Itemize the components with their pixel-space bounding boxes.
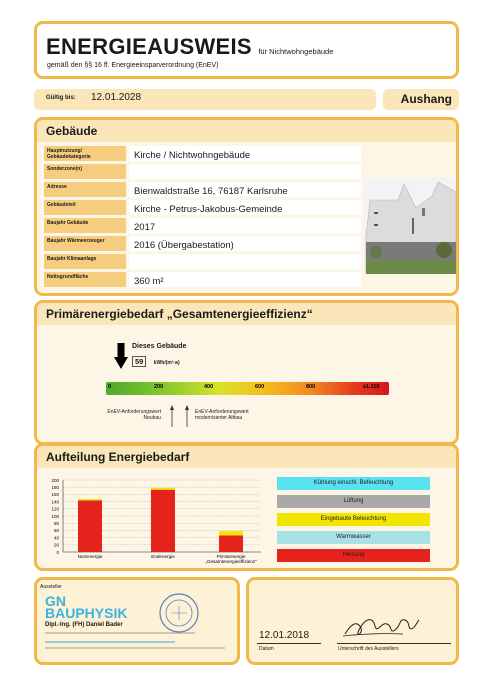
row-label: Baujahr Gebäude	[44, 218, 126, 233]
bar-segment	[151, 488, 175, 490]
y-tick-label: 180	[51, 485, 59, 490]
issuer-logo	[45, 595, 127, 619]
primary-energy-section	[34, 300, 459, 445]
section-title: Primärenergiebedarf „Gesamtenergieeffizienz“	[46, 307, 313, 321]
header-box	[34, 21, 459, 79]
efficiency-scale	[106, 382, 389, 395]
building-row	[44, 200, 361, 215]
ref-modern-label: EnEV-Anforderungswert modernisierter Altbau	[195, 409, 249, 421]
issuer-detail-line	[45, 641, 175, 643]
row-value	[129, 164, 361, 179]
y-tick-label: 100	[51, 513, 59, 519]
row-value: 2016 (Übergabestation)	[129, 236, 361, 251]
y-tick-label: 20	[53, 542, 59, 548]
issue-date: 12.01.2018	[259, 630, 310, 641]
legend-cooling: Kühlung einschl. Befeuchtung	[277, 477, 430, 490]
section-header	[37, 446, 456, 468]
row-label: Adresse	[44, 182, 126, 197]
breakdown-section	[34, 443, 459, 571]
issuer-box	[34, 577, 240, 665]
y-tick-label: 40	[53, 535, 59, 541]
row-value: 360 m²	[129, 272, 361, 287]
issuer-detail-line	[45, 647, 225, 649]
y-tick-label: 0	[56, 549, 59, 555]
row-value: 2017	[129, 218, 361, 233]
row-label: Baujahr Wärmeerzeuger	[44, 236, 126, 251]
ref-new-label: EnEV-Anforderungswert Neubau	[107, 409, 161, 421]
section-header	[37, 120, 456, 142]
y-tick-label: 60	[53, 528, 59, 534]
legend-ventilation: Lüftung	[277, 495, 430, 508]
document-title: ENERGIEAUSWEIS für Nichtwohngebäude	[46, 34, 334, 59]
ref-arrow-new	[170, 405, 174, 427]
bar-segment	[78, 499, 102, 500]
row-label: Gebäudeteil	[44, 200, 126, 215]
bar-segment	[219, 531, 243, 535]
logo-line2: BAUPHYSIK	[45, 605, 128, 621]
row-label: Sonderzone(n)	[44, 164, 126, 179]
building-row	[44, 164, 361, 179]
row-label: Hauptnutzung/ Gebäudekategorie	[44, 146, 126, 161]
x-category-label: Nutzenergie	[77, 554, 103, 559]
y-tick-label: 160	[51, 492, 59, 498]
building-row	[44, 146, 361, 161]
building-row	[44, 236, 361, 251]
handwritten-signature	[341, 610, 421, 642]
marker-arrow-layer	[37, 303, 459, 445]
scale-tick: 200	[154, 384, 164, 390]
y-tick-label: 200	[51, 477, 59, 483]
row-value	[129, 254, 361, 269]
issuer-label: Aussteller	[40, 584, 62, 590]
signature-line	[337, 643, 451, 644]
legend-lighting: Eingebaute Beleuchtung	[277, 513, 430, 526]
y-tick-label: 80	[53, 521, 59, 526]
signature-box	[246, 577, 459, 665]
energy-breakdown-chart	[39, 476, 274, 571]
title-suffix: für Nichtwohngebäude	[258, 47, 334, 56]
row-value: Kirche / Nichtwohngebäude	[129, 146, 361, 161]
marker-title: Dieses Gebäude	[131, 343, 187, 350]
issuer-name: Dipl.-Ing. (FH) Daniel Bader	[45, 622, 123, 628]
marker-label	[132, 343, 186, 369]
validity-row	[34, 89, 376, 110]
marker-arrow	[114, 343, 128, 369]
posting-box	[383, 89, 459, 110]
section-title: Aufteilung Energiebedarf	[46, 450, 190, 464]
scale-tick: 800	[306, 384, 316, 390]
logo-line1: GN	[45, 593, 66, 609]
building-section	[34, 117, 459, 296]
x-category-label: Endenergie	[151, 554, 175, 559]
validity-label: Gültig bis:	[46, 95, 76, 101]
scale-tick: 0	[108, 384, 112, 390]
building-row	[44, 182, 361, 197]
scale-tick: ≥1.110	[363, 384, 380, 390]
legend-hot-water: Warmwasser	[277, 531, 430, 544]
bar-segment	[219, 535, 243, 552]
x-category-label: Primärenergie „Gesamtenergieeffizienz“	[205, 554, 257, 564]
reference-arrows	[167, 403, 197, 433]
legend-heating: Heizung	[277, 549, 430, 562]
row-value: Kirche - Petrus-Jakobus-Gemeinde	[129, 200, 361, 215]
scale-tick: 400	[204, 384, 214, 390]
signature-label: Unterschrift des Ausstellers	[338, 646, 399, 652]
bar-segment	[151, 490, 175, 552]
validity-date: 12.01.2028	[91, 92, 142, 103]
date-label: Datum	[259, 646, 274, 652]
y-tick-label: 140	[51, 499, 59, 505]
y-tick-label: 120	[51, 506, 59, 512]
building-row	[44, 254, 361, 269]
posting-label: Aushang	[400, 92, 452, 106]
scale-tick: 600	[255, 384, 265, 390]
marker-unit: kWh/(m²·a)	[153, 360, 180, 366]
row-value: Bienwaldstraße 16, 76187 Karlsruhe	[129, 182, 361, 197]
date-line	[257, 643, 321, 644]
building-row	[44, 272, 361, 287]
building-photo	[364, 178, 456, 274]
ref-arrow-modern	[185, 405, 189, 427]
section-title: Gebäude	[46, 124, 98, 138]
row-label: Baujahr Klimaanlage	[44, 254, 126, 269]
building-row	[44, 218, 361, 233]
marker-value: 59	[132, 356, 146, 367]
bar-segment	[78, 501, 102, 552]
document-subtitle: gemäß den §§ 16 ff. Energieeinsparverordnung (EnEV)	[47, 62, 219, 69]
issuer-stamp	[155, 592, 203, 634]
row-label: Nettogrundfläche	[44, 272, 126, 287]
